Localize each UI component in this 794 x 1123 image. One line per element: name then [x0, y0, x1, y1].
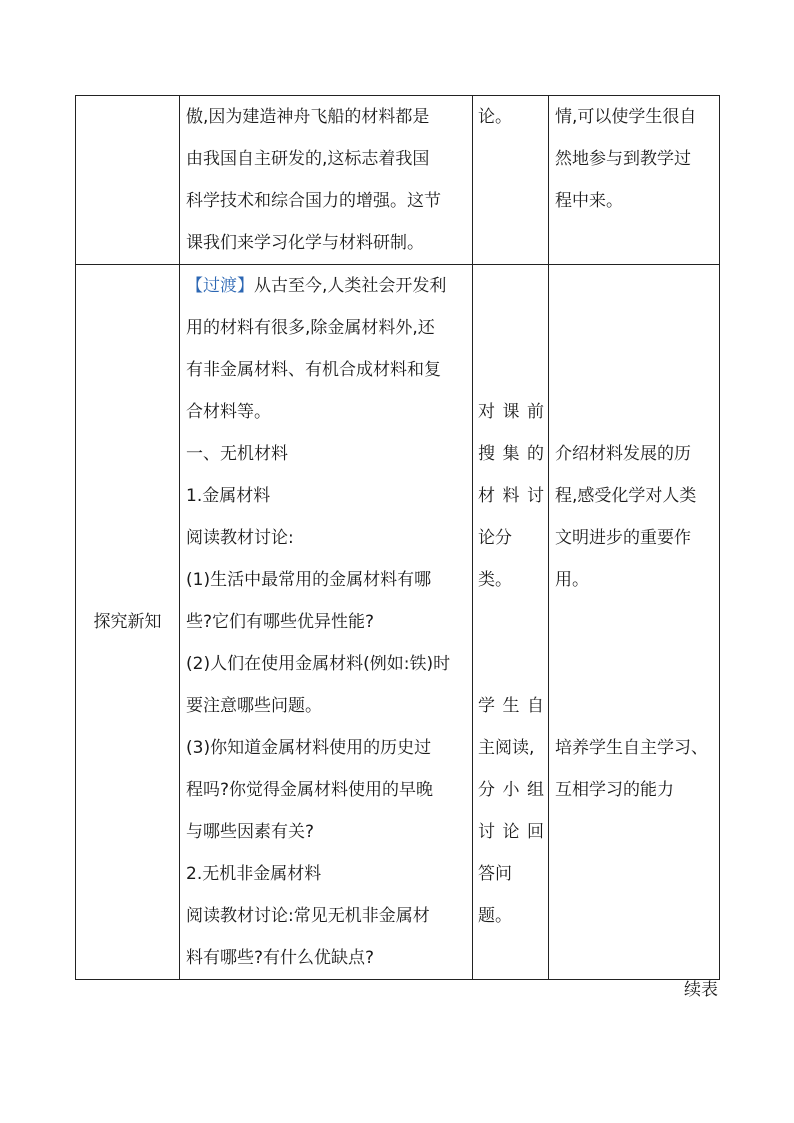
text-line: 互相学习的能力 — [555, 780, 674, 800]
teacher-activity-cell — [180, 265, 473, 980]
text-line: 情,可以使学生很自 — [555, 107, 697, 127]
text-line: 合材料等。 — [186, 402, 271, 422]
transition-text: 从古至今,人类社会开发利 — [254, 276, 447, 296]
text-line: 材料讨 — [478, 486, 544, 506]
question-line: 些?它们有哪些优异性能? — [186, 612, 375, 632]
subsection-heading: 2.无机非金属材料 — [186, 864, 322, 884]
text-line: 用的材料有很多,除金属材料外,还 — [186, 318, 435, 338]
text-line: 然地参与到教学过 — [555, 149, 691, 169]
text-line: 程中来。 — [555, 191, 623, 211]
text-line: 用。 — [555, 570, 589, 590]
section-heading: 一、无机材料 — [186, 444, 288, 464]
stage-cell: 探究新知 — [76, 265, 180, 980]
text-line: 对课前 — [478, 402, 544, 422]
text-line — [186, 265, 466, 307]
text-line: 搜集的 — [478, 444, 544, 464]
text-line: 料有哪些?有什么优缺点? — [186, 948, 375, 968]
text-line: 介绍材料发展的历 — [555, 444, 691, 464]
text-line: 培养学生自主学习、 — [555, 738, 708, 758]
question-line: (3)你知道金属材料使用的历史过 — [186, 738, 432, 758]
text-line: 论。 — [478, 107, 512, 127]
text-line: 由我国自主研发的,这标志着我国 — [186, 149, 430, 169]
design-intent-cell — [549, 96, 720, 265]
question-line: 与哪些因素有关? — [186, 822, 315, 842]
question-line: (2)人们在使用金属材料(例如:铁)时 — [186, 654, 451, 674]
student-activity-cell — [473, 96, 549, 265]
text-line: 科学技术和综合国力的增强。这节 — [186, 191, 441, 211]
text-line: 主阅读, — [478, 738, 535, 758]
text-line: 答问题。 — [478, 864, 512, 926]
teacher-activity-cell — [180, 96, 473, 265]
text-line: 学生自 — [478, 696, 544, 716]
question-line: 要注意哪些问题。 — [186, 696, 322, 716]
text-line: 课我们来学习化学与材料研制。 — [186, 233, 424, 253]
question-line: (1)生活中最常用的金属材料有哪 — [186, 570, 432, 590]
text-line: 傲,因为建造神舟飞船的材料都是 — [186, 107, 430, 127]
text-line: 讨论回 — [478, 822, 544, 842]
text-line: 有非金属材料、有机合成材料和复 — [186, 360, 441, 380]
subsection-heading: 1.金属材料 — [186, 486, 271, 506]
stage-cell — [76, 96, 180, 265]
question-line: 程吗?你觉得金属材料使用的早晚 — [186, 780, 434, 800]
transition-tag: 【过渡】 — [186, 276, 254, 296]
text-line: 论分类。 — [478, 528, 512, 590]
text-line: 程,感受化学对人类 — [555, 486, 697, 506]
table-row — [76, 265, 720, 980]
text-line: 阅读教材讨论: — [186, 528, 294, 548]
table-row — [76, 96, 720, 265]
design-intent-cell — [549, 265, 720, 980]
text-line: 阅读教材讨论:常见无机非金属材 — [186, 906, 430, 926]
text-line: 文明进步的重要作 — [555, 528, 691, 548]
student-activity-cell — [473, 265, 549, 980]
continued-label: 续表 — [684, 980, 718, 1000]
lesson-plan-table — [75, 95, 720, 980]
text-line: 分小组 — [478, 780, 544, 800]
